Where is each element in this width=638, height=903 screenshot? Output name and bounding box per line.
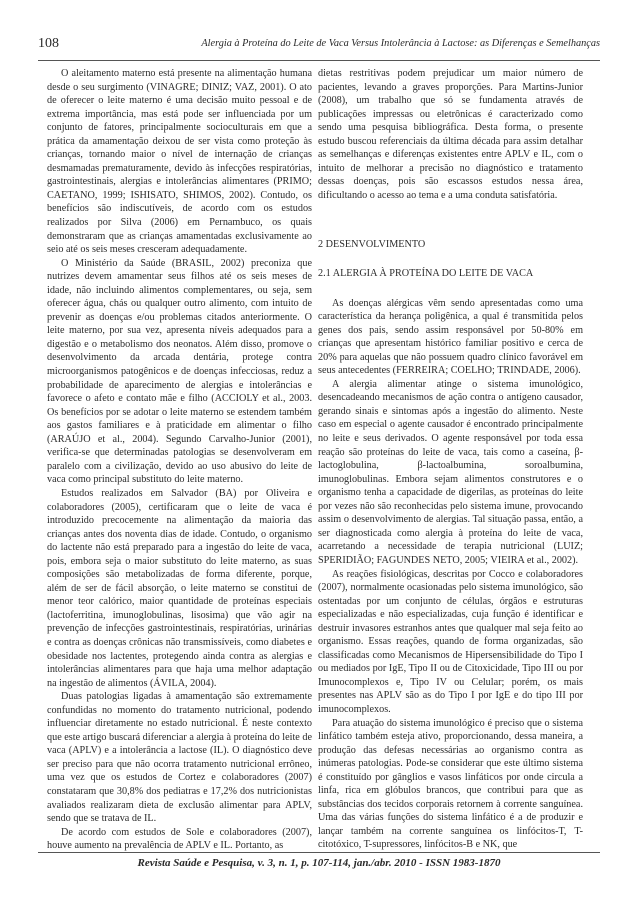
body-paragraph: De acordo com estudos de Sole e colaboradores (2007), houve aumento na prevalência de APLV e IL. Portanto, as [47, 826, 312, 852]
body-paragraph: Estudos realizados em Salvador (BA) por Oliveira e colaboradores (2005), certificaram que o leite de vaca é introduzido precocemente na alimentação da maioria das crianças antes dos noventa dias de idade. Contudo, o organismo do lactente não está preparado para a ingestão do leite de vaca, pois, embora seja o maior substituto do leite materno, as suas composições são metabolizadas de forma diferente, porque, além de ser de fácil absorção, o leite materno se constitui de menor teor calórico, maior quantidade de proteínas especiais (lactoferritina, imunoglobulinas, lisosima) que vão agir na prevenção de infecções gastrointestinais, respiratórias, urinárias e contra as doenças crônicas não transmissíveis, como diabetes e obesidade nos lactentes, protegendo ainda contra as alergias e intolerâncias alimentares para que haja uma melhor adaptação na ingestão de alimentos (ÁVILA, 2004). [47, 487, 312, 689]
running-title: Alergia à Proteína do Leite de Vaca Versus Intolerância à Lactose: as Diferenças e Semelhanças [201, 38, 600, 49]
left-column [47, 67, 312, 853]
body-paragraph: A alergia alimentar atinge o sistema imunológico, desencadeando mecanismos de ação contra o antígeno causador, gerando sinais e sintomas após a ingestão do alimento. Neste caso em especial o agente causador é encontrado principalmente no leite e seus derivados. O agente responsável por toda essa reação são proteínas do leite de vaca, tais como a caseína, β-lactoglobulina, β-lactoalbumina, soroalbumina, imunoglobulinas. Embora sejam alimentos construtores e o organismo tenha a capacidade de digerilas, as proteínas do leite por vezes não são reconhecidas pelo sistema imune, provocando assim o desenvolvimento de alergias. Tal situação passa, então, a ser diagnosticada como alergia à proteína do leite de vaca, acarretando a necessidade de terapia nutricional (LUIZ; SPERIDIÃO; FAGUNDES NETO, 2005; VIEIRA et al., 2002). [318, 378, 583, 566]
subsection-heading: 2.1 ALERGIA À PROTEÍNA DO LEITE DE VACA [318, 268, 534, 280]
footer-citation: Revista Saúde e Pesquisa, v. 3, n. 1, p. 107-114, jan./abr. 2010 - ISSN 1983-1870 [137, 857, 501, 869]
body-paragraph: Duas patologias ligadas à amamentação são extremamente confundidas no momento do tratamento nutricional, podendo influenciar diretamente no estado nutricional. É neste contexto que este artigo buscará diferenciar a alergia à proteína do leite de vaca (APLV) e a intolerância a lactose (IL). O diagnóstico deve ser preciso para que não ocorra tratamento nutricional errôneo, uma vez que os estudos de Cortez e colaboradores (2007) constataram que 30,8% dos pediatras e 17,2% dos nutricionistas avaliados realizaram dieta de exclusão alimentar para APLV, sendo que se tratava de IL. [47, 691, 312, 825]
body-paragraph: As doenças alérgicas vêm sendo apresentadas como uma característica da herança poligênica, a qual é transmitida pelos genes dos pais, sendo assim responsável por 50-80% em crianças que apresentam histórico familiar positivo e cerca de 20% para aquelas que não possuem quadro clínico favorável em seus antecedentes (FERREIRA; COELHO; TRINDADE, 2006). [318, 297, 583, 377]
body-paragraph: As reações fisiológicas, descritas por Cocco e colaboradores (2007), normalmente ocasionadas pelo sistema imunológico, são ostentadas por um conjunto de células, órgãos e estruturas especializadas e não especializadas, cuja função é identificar e destruir invasores estranhos antes que qualquer mal seja feito ao organismo. Essas reações, quando de forma organizadas, são classificadas como Mecanismos de Hipersensibilidade do Tipo I ou mediados por IgE, Tipo II ou de Citoxicidade, Tipo III ou por Imunocomplexos e, Tipo IV ou Celular; porém, os mais presentes nas APLV são as do Tipo I por IgE e do tipo III por imunocomplexos. [318, 568, 583, 715]
body-paragraph: Para atuação do sistema imunológico é preciso que o sistema linfático também esteja ativo, proporcionando, dessa maneira, a produção das defesas necessárias ao organismo contra as inúmeras patologias. Pode-se considerar que este último sistema é constituído por gânglios e vasos linfáticos por onde circula a linfa, rica em glóbulos brancos, que contribui para que as substâncias dos tecidos corporais retornem à corrente sanguínea. Uma das várias funções do sistema linfático é a de produzir e lançar também na corrente sanguínea os linfócitos-T, T-citotóxico, T-supressores, linfócitos-B e NK, que [318, 717, 583, 851]
header-divider [38, 60, 600, 61]
section-heading: 2 DESENVOLVIMENTO [318, 239, 426, 251]
body-paragraph: O aleitamento materno está presente na alimentação humana desde o seu surgimento (VINAGRE; DINIZ; VAZ, 2001). O ato de oferecer o leite materno é uma decisão muito pessoal e de extrema importância, mas está pode ser influenciada por um conjunto de fatores, principalmente socioculturais em que a prática da amamentação deixou de ser vista como proteção às crianças, tornando maior o nível de internação de crianças desmamadas prematuramente, devido às infecções respiratórias, gastrointestinais, alergias e intolerâncias alimentares (PRIMO; CAETANO, 1999; ISHISATO, SHIMOS, 2002). Contudo, os benefícios são indiscutíveis, de acordo com os estudos realizados por Silva (2006) em Pernambuco, os quais demonstraram que as crianças amamentadas exclusivamente ao seio até os seis meses cresceram adequadamente. [47, 68, 312, 256]
body-paragraph: O Ministério da Saúde (BRASIL, 2002) preconiza que nutrizes devem amamentar seus filhos até os seis meses de idade, não incluindo alimentos complementares, ou seja, sem oferecer água, chás ou qualquer outro alimento, com intuito de prevenir as doenças e/ou problemas citados anteriormente. O leite materno, por sua vez, apresenta níveis adequados para a digestão e o metabolismo dos neonatos. Além disso, promove o desenvolvimento da arcada dentária, protege contra microorganismos patogênicos e de doenças infecciosas, reduz a probabilidade de aparecimento de alergias e intolerâncias e favorece o afeto e contato mãe e filho (ACCIOLY et al., 2003. Os benefícios por se adotar o leite materno se estendem também aos gastos familiares e à praticidade em alimentar o filho (ARAÚJO et al., 2004). Segundo Carvalho-Junior (2001), verifica-se que determinadas patologias se desenvolveram em paralelo com a civilização, devido ao uso abusivo do leite de vaca como principal substituto do leite materno. [47, 257, 312, 486]
page-header [38, 36, 600, 58]
right-column [318, 67, 583, 852]
page-number: 108 [38, 36, 59, 51]
footer-divider [38, 852, 600, 853]
body-paragraph: dietas restritivas podem prejudicar um maior número de pacientes, levando a graves proporções. Para Martins-Junior (2008), um trabalho que só se fundamenta através de publicações impressas ou eletrônicas é caracterizado como sendo uma pesquisa bibliográfica. Desta forma, o presente estudo buscou referenciais da última década para assim detalhar as semelhanças e diferenças existentes entre APLV e IL, com o intuito de melhorar a precisão no diagnóstico e tratamento dessas doenças, pois são escassos estudos nessa área, dificultando o acesso ao tema e a uma conduta satisfatória. [318, 68, 583, 201]
